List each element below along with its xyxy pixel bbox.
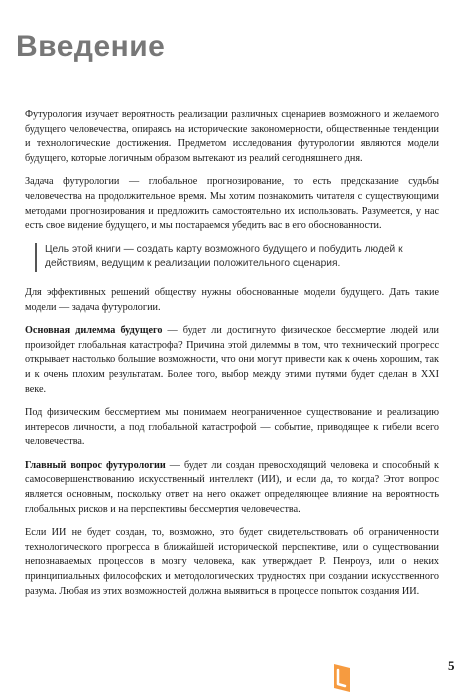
- chapter-body: [25, 108, 439, 608]
- paragraph-3: Для эффективных решений обществу нужны обоснованные модели будущего. Дать такие модели — задача футурологии.: [25, 286, 439, 313]
- paragraph-1: Футурология изучает вероятность реализации различных сценариев возможного и желаемого будущего человечества, опираясь на исторические закономерности, общественные тенденции и технологические достижения. Предметом исследования футурологии являются модели будущего, которые логичным образом вытекают из реалий сегодняшнего дня.: [25, 109, 439, 164]
- paragraph-5: Под физическим бессмертием мы понимаем неограниченное существование и реализацию интересов личности, а под глобальной катастрофой — событие, приводящее к гибели всего человечества.: [25, 407, 439, 448]
- chapter-title: Введение: [16, 30, 166, 63]
- paragraph-2: Задача футурологии — глобальное прогнозирование, то есть предсказание судьбы человечества на продолжительное время. Мы хотим познакомить читателя с существующими методами прогнозирования и предложить самостоятельно их использовать. Разумеется, у нас есть свое видение будущего, и мы постараемся убедить вас в его обоснованности.: [25, 176, 439, 232]
- paragraph-7: Если ИИ не будет создан, то, возможно, это будет свидетельствовать об ограниченности технологического прогресса в ближайшей исторической перспективе, или о существовании непознаваемых процессов в мозгу человека, как утверждает Р. Пенроуз, или о неких принципиальных философских и методологических трудностях при создании искусственного разума. Любая из этих возможностей должна выявиться в процессе попыток создания ИИ.: [25, 527, 439, 597]
- labirint-logo-icon: [330, 662, 354, 694]
- paragraph-4-text: — будет ли достигнуто физическое бессмертие людей или произойдет глобальная катастрофа? Причина этой дилеммы в том, что технический прогресс открывает настолько большие возможности, что они могут привести как к очень хорошим, так и к очень плохим результатам. Более того, выбор между этими путями будет сделан в XXI веке.: [25, 325, 439, 395]
- term-main-dilemma: Основная дилемма будущего: [25, 325, 163, 337]
- pull-quote: Цель этой книги — создать карту возможного будущего и побудить людей к действиям, ведущим к реализации положительного сценария.: [35, 243, 439, 272]
- page-number: 5: [448, 658, 455, 673]
- paragraph-6-text: — будет ли создан превосходящий человека и способный к самосовершенствованию искусственный интеллект (ИИ), и если да, то когда? Этот вопрос является основным, поскольку ответ на него окажет определяющее влияние на вероятность глобальных рисков и на перспективы бессмертия человечества.: [25, 459, 439, 515]
- term-main-question: Главный вопрос футурологии: [25, 459, 166, 471]
- paragraph-4: [25, 324, 439, 397]
- paragraph-6: [25, 459, 439, 517]
